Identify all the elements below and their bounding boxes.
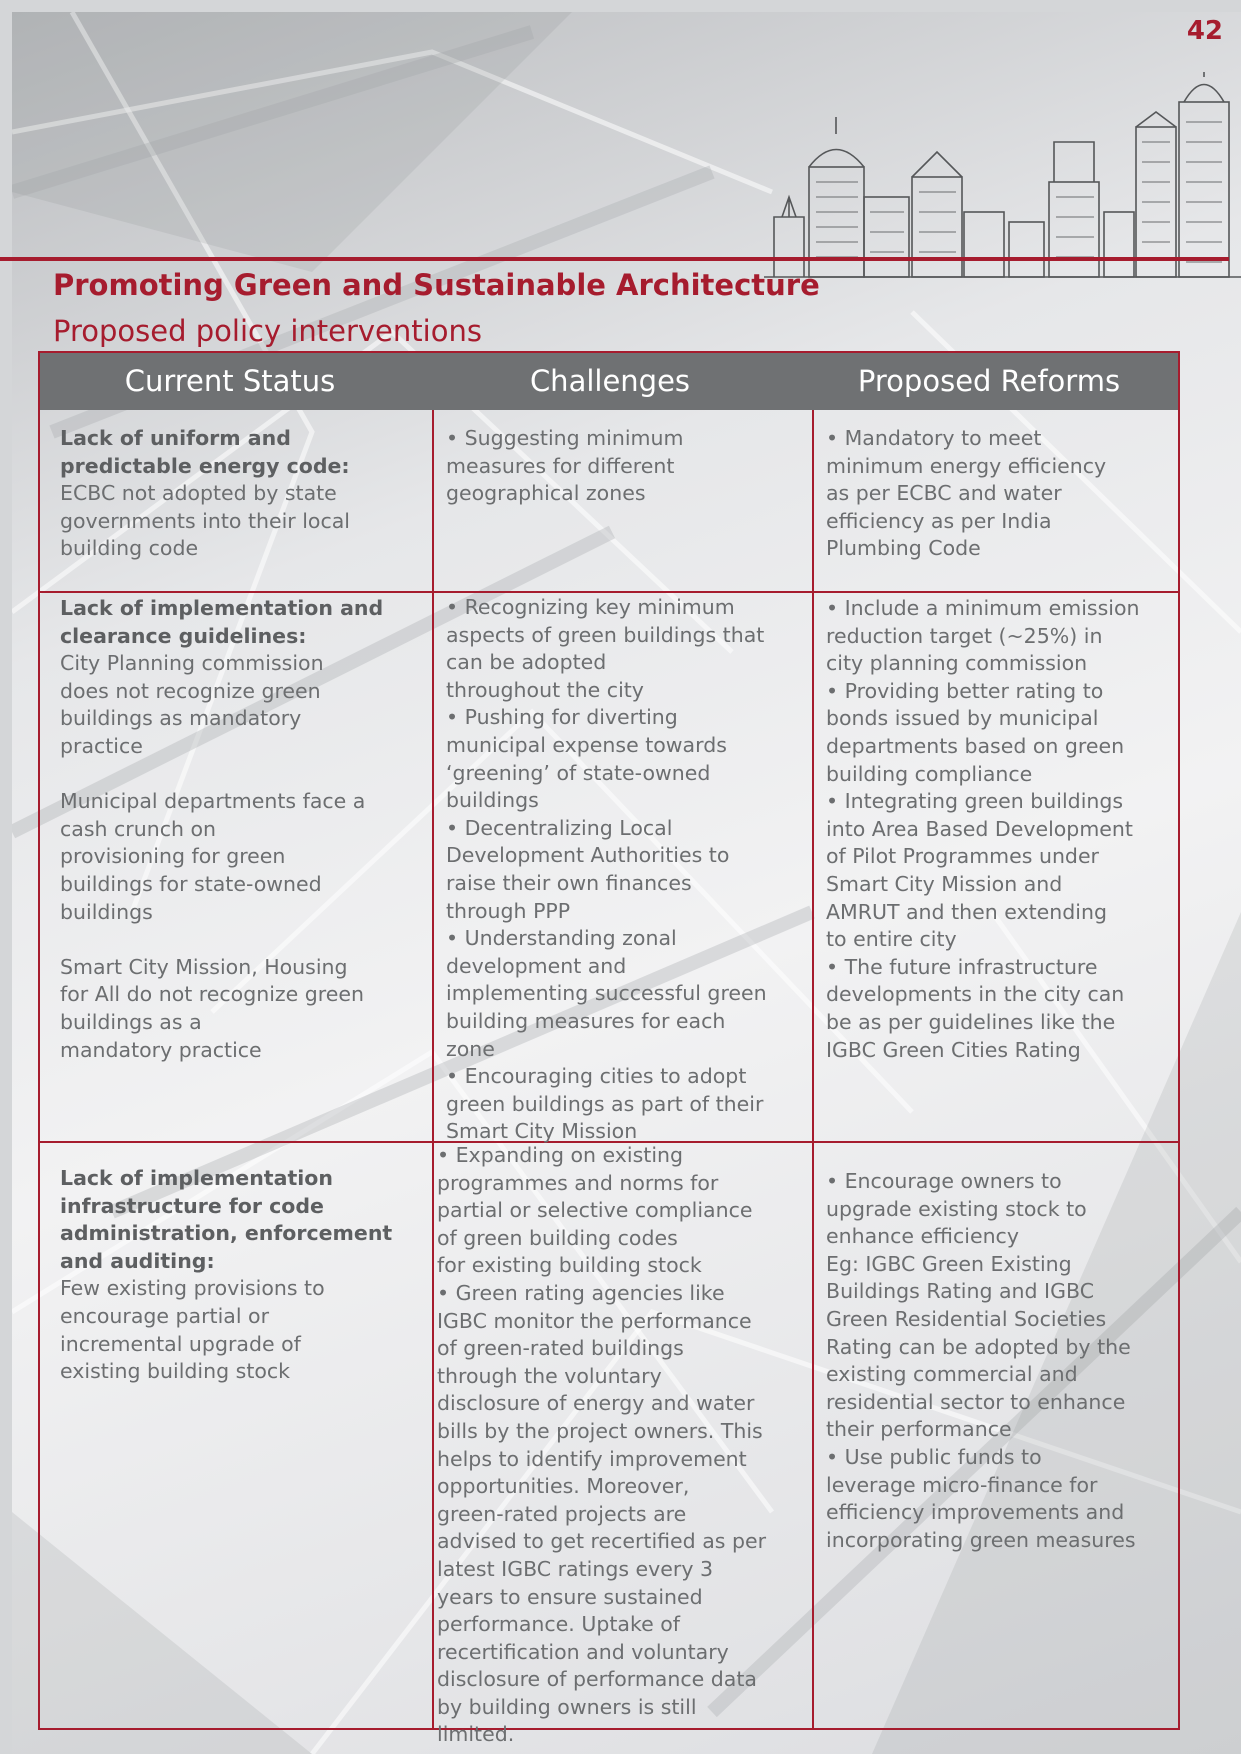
- table-cell-challenges: • Expanding on existing programmes and norms for partial or selective compliance of green building codes for existing building stock • Green rating agencies like IGBC monitor the performance of green-rated buildings through the voluntary disclosure of energy and water bills by the project owners. This helps to identify improvement opportunities. Moreover, green-rated projects are advised to get recertified as per latest IGBC ratings every 3 years to ensure sustained performance. Uptake of recertification and voluntary disclosure of performance data by building owners is still limited.: [437, 1143, 767, 1747]
- table-cell-current-status: [60, 595, 420, 1064]
- status-body: Few existing provisions to encourage partial or incremental upgrade of existing building stock: [60, 1276, 325, 1384]
- table-cell-proposed-reforms: • Mandatory to meet minimum energy efficiency as per ECBC and water efficiency as per India Plumbing Code: [826, 426, 1107, 561]
- page-number: 42: [1186, 16, 1223, 46]
- status-title: Lack of uniform and predictable energy code:: [60, 426, 350, 478]
- table-cell-challenges: • Suggesting minimum measures for different geographical zones: [446, 426, 684, 506]
- section-title: Promoting Green and Sustainable Architecture: [53, 268, 820, 302]
- table-cell-challenges: • Recognizing key minimum aspects of green buildings that can be adopted throughout the city • Pushing for diverting municipal expense towards ‘greening’ of state-owned buildings • Decentralizing Local Development Authorities to raise their own finances through PPP • Understanding zonal development and implementing successful green building measures for each zone • Encouraging cities to adopt green buildings as part of their Smart City Mission: [446, 595, 767, 1144]
- status-title: Lack of implementation infrastructure for code administration, enforcement and auditing:: [60, 1166, 393, 1273]
- status-title: Lack of implementation and clearance guidelines:: [60, 596, 384, 648]
- table-cell-proposed-reforms: • Encourage owners to upgrade existing stock to enhance efficiency Eg: IGBC Green Existing Buildings Rating and IGBC Green Residential Societies Rating can be adopted by the existing commercial and residential sector to enhance their performance • Use public funds to leverage micro-finance for efficiency improvements and incorporating green measures: [826, 1169, 1136, 1552]
- column-header-current-status: Current Status: [124, 364, 336, 398]
- row-divider: [40, 591, 1178, 593]
- column-header-challenges: Challenges: [529, 364, 691, 398]
- table-cell-current-status: [60, 1165, 420, 1386]
- table-cell-current-status: [60, 425, 420, 563]
- section-subtitle: Proposed policy interventions: [53, 314, 482, 348]
- column-divider: [812, 410, 814, 1730]
- column-header-proposed-reforms: Proposed Reforms: [857, 364, 1121, 398]
- status-body: City Planning commission does not recognize green buildings as mandatory practice Municipal departments face a cash crunch on provisioning for green buildings for state-owned buildings Smart City Mission, Housing for All do not recognize green buildings as a mandatory practice: [60, 651, 366, 1062]
- header-divider-line: [0, 257, 1229, 261]
- status-body: ECBC not adopted by state governments into their local building code: [60, 481, 351, 561]
- table-cell-proposed-reforms: • Include a minimum emission reduction target (~25%) in city planning commission • Providing better rating to bonds issued by municipal departments based on green building compliance • Integrating green buildings into Area Based Development of Pilot Programmes under Smart City Mission and AMRUT and then extending to entire city • The future infrastructure developments in the city can be as per guidelines like the IGBC Green Cities Rating: [826, 596, 1140, 1062]
- column-divider: [432, 410, 434, 1730]
- table-header: [40, 353, 1178, 410]
- policy-table: [38, 351, 1180, 1747]
